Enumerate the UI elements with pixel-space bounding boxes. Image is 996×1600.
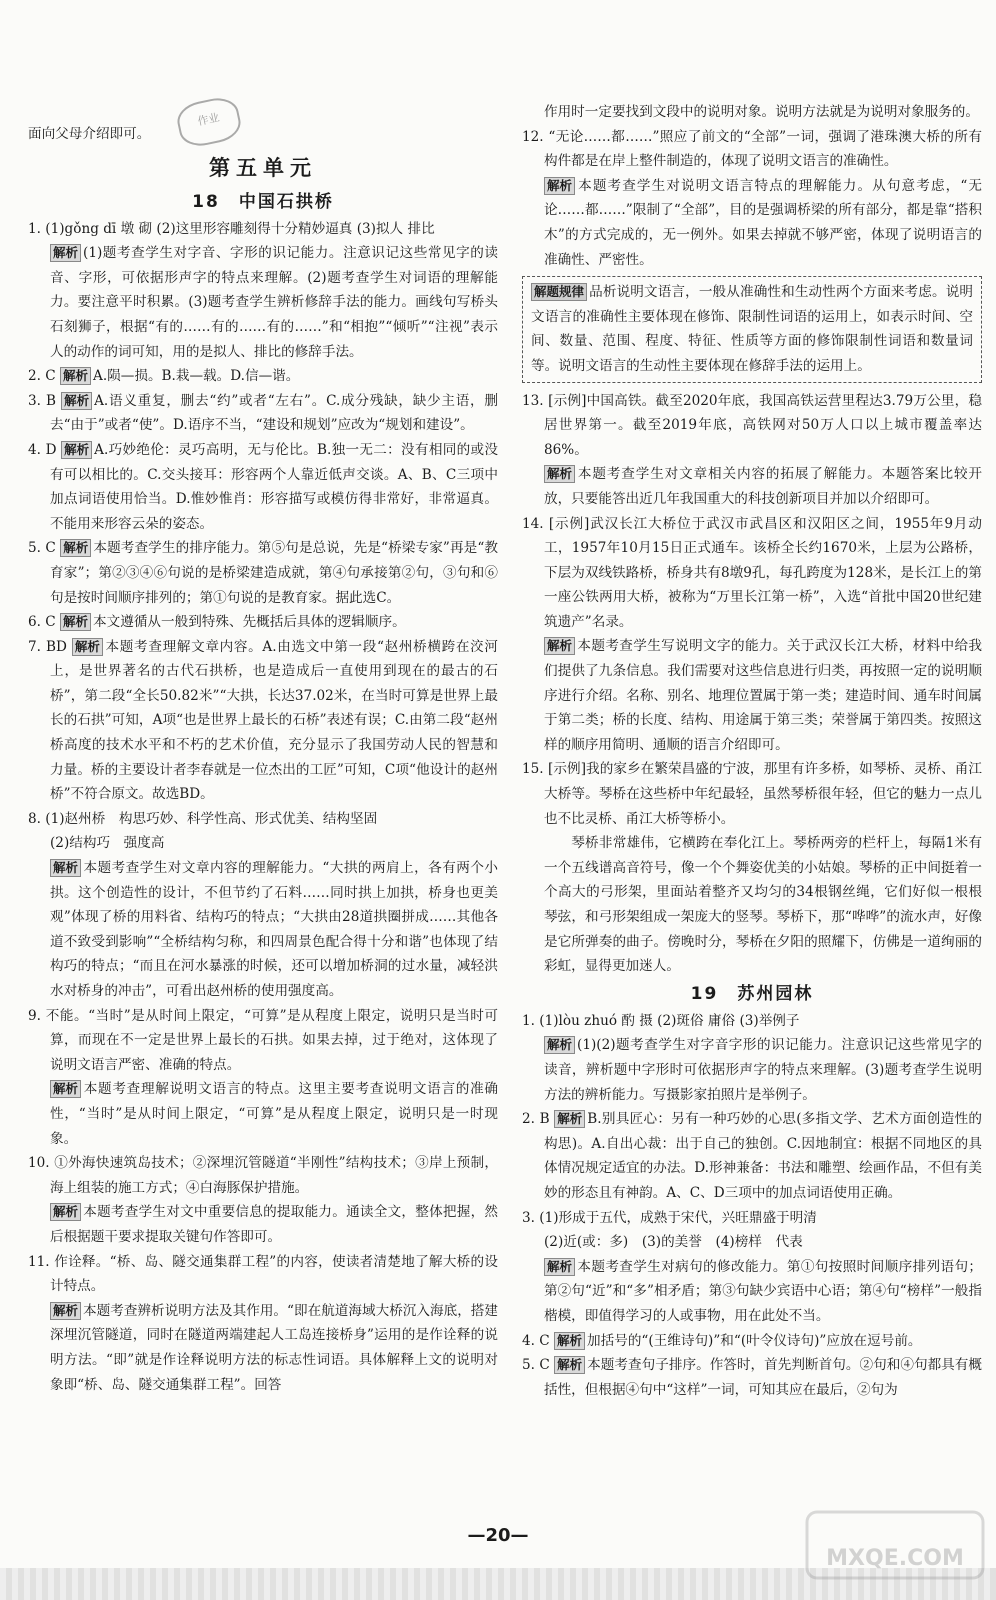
tip-box	[522, 276, 982, 382]
analysis-block	[522, 634, 982, 757]
watermark-text: MXQE.COM	[826, 1546, 964, 1571]
item-number: 5.	[28, 540, 46, 557]
answer-item	[522, 1009, 982, 1034]
analysis-tag: 解析	[544, 637, 575, 655]
analysis-tag: 解析	[50, 1080, 81, 1098]
item-answer: (1)形成于五代，成熟于宋代，兴旺鼎盛于明清	[539, 1209, 817, 1226]
analysis-text: 本题考查句子排序。作答时，首先判断首句。②句和④句都具有概括性，但根据④句中“这样”一词，可知其应在最后，②句为	[544, 1357, 983, 1398]
item-number: 1.	[28, 220, 46, 237]
item-number: 12.	[522, 128, 549, 145]
item-answer: C	[539, 1357, 550, 1374]
left-answer-list	[28, 217, 498, 1398]
answer-item	[522, 512, 982, 635]
item-answer: B	[46, 392, 57, 409]
item-answer: C	[45, 540, 56, 557]
analysis-text: A.巧妙绝伦：灵巧高明，无与伦比。B.独一无二：没有相同的或没有可以相比的。C.交头接耳：形容两个人靠近低声交谈。A、B、C三项中加点词语使用恰当。D.惟妙惟肖：形容描写或模仿得非常好，非常逼真。不能用来形容云朵的姿态。	[50, 441, 498, 532]
right-answer-list	[522, 125, 982, 273]
item-number: 6.	[28, 614, 46, 631]
item-number: 4.	[28, 441, 46, 458]
analysis-block	[522, 1255, 982, 1329]
item-answer: [示例]我的家乡在繁荣昌盛的宁波，那里有许多桥，如琴桥、灵桥、甬江大桥等。琴桥在这些桥中年纪最轻，虽然琴桥很年轻，但它的魅力一点儿也不比灵桥、甬江大桥等桥小。	[544, 761, 982, 827]
answer-item	[28, 635, 498, 807]
analysis-tag: 解析	[554, 1332, 585, 1350]
analysis-tag: 解析	[544, 1258, 575, 1276]
item-number: 1.	[522, 1012, 540, 1029]
analysis-text: B.别具匠心：另有一种巧妙的心思(多指文学、艺术方面创造性的构思)。A.自出心裁：出于自己的独创。C.因地制宜：根据不同地区的具体情况规定适宜的办法。D.形神兼备：书法和雕塑、绘画作品，不但有美妙的形态且有神韵。A、C、D三项中的加点词语使用正确。	[544, 1111, 983, 1201]
item-number: 13.	[522, 392, 549, 409]
analysis-text: 本题考查辨析说明方法及其作用。“即在航道海域大桥沉入海底，搭建深埋沉管隧道，同时在隧道两端建起人工岛连接桥身”运用的是作诠释的说明方法。“即”就是作诠释说明方法的标志性词语。具体解释上文的说明对象即“桥、岛、隧交通集群工程”。回答	[50, 1302, 498, 1393]
item-number: 2.	[28, 368, 46, 385]
analysis-tag: 解析	[554, 1356, 585, 1374]
right-column	[522, 100, 982, 1402]
analysis-tag: 解析	[554, 1110, 585, 1128]
item-answer: [示例]中国高铁。截至2020年底，我国高铁运营里程达3.79万公里，稳居世界第一。截至2019年底，高铁网对50万人口以上城市覆盖率达86%。	[544, 392, 982, 458]
item-number: 10.	[28, 1155, 55, 1172]
analysis-block	[28, 1200, 498, 1249]
analysis-tag: 解析	[50, 859, 81, 877]
answer-item	[28, 1250, 498, 1299]
answer-item	[28, 389, 498, 438]
item-answer: (1)赵州桥 构思巧妙、科学性高、形式优美、结构坚固	[45, 810, 378, 827]
item-answer: 作诠释。“桥、岛、隧交通集群工程”的内容，使读者清楚地了解大桥的设计特点。	[50, 1253, 498, 1295]
analysis-text: (1)(2)题考查学生对字音字形的识记能力。注意识记这些常见字的读音，辨析题中字形时可依据形声字的特点来理解。(3)题考查学生说明方法的辨析能力。写摄影家拍照片是举例子。	[544, 1037, 982, 1103]
item-number: 5.	[522, 1357, 540, 1374]
analysis-block	[28, 1077, 498, 1151]
analysis-tag: 解析	[50, 244, 81, 262]
analysis-block	[522, 1033, 982, 1107]
analysis-text: A.陨—损。B.栽—载。D.信—谐。	[93, 368, 300, 385]
item-number: 8.	[28, 810, 46, 827]
analysis-tag: 解析	[61, 441, 92, 459]
lesson-18-title: 18 中国石拱桥	[192, 191, 334, 212]
item-answer: [示例]武汉长江大桥位于武汉市武昌区和汉阳区之间，1955年9月动工，1957年10月15日正式通车。该桥全长约1670米，上层为公路桥，下层为双线铁路桥，桥身共有8墩9孔，每孔跨度为128米，是长江上的第一座公铁两用大桥，被称为“万里长江第一桥”，入选“首批中国20世纪建筑遗产”名录。	[544, 515, 982, 630]
answer-item	[522, 1353, 982, 1402]
item-number: 3.	[522, 1209, 540, 1226]
answer-item	[522, 1107, 982, 1205]
item-number: 9.	[28, 1007, 46, 1024]
analysis-tag: 解析	[50, 1203, 81, 1221]
answer-item	[522, 389, 982, 463]
answer-item	[522, 1329, 982, 1354]
answer-item	[28, 364, 498, 389]
page-number: —20—	[467, 1525, 529, 1546]
analysis-tag: 解析	[544, 1036, 575, 1054]
analysis-text: 本题考查学生对文章内容的理解能力。“大拱的两肩上，各有两个小拱。这个创造性的设计，不但节约了石料……同时拱上加拱，桥身也更美观”体现了桥的用料省、结构巧的特点；“大拱由28道拱圈拼成……其他各道不致受到影响”“全桥结构匀称，和四周景色配合得十分和谐”也体现了结构巧的特点；“而且在河水暴涨的时候，还可以增加桥洞的过水量，减轻洪水对桥身的冲击”，可看出赵州桥的使用强度高。	[50, 860, 498, 999]
item-answer: C	[45, 614, 56, 631]
watermark-logo	[805, 1510, 985, 1580]
analysis-tag: 解析	[544, 465, 575, 483]
right-answer-list-2	[522, 389, 982, 979]
analysis-text: 加括号的“(王维诗句)”和“(叶令仪诗句)”应放在逗号前。	[587, 1332, 922, 1349]
answer-item	[522, 757, 982, 831]
item-number: 2.	[522, 1111, 540, 1128]
item-answer: (1)lòu zhuó 酌 摄 (2)斑俗 庸俗 (3)举例子	[539, 1012, 800, 1029]
tip-tag: 解题规律	[531, 283, 587, 301]
answer-item	[522, 1206, 982, 1231]
item-number: 3.	[28, 392, 47, 409]
item-number: 14.	[522, 515, 549, 532]
item-answer: B	[539, 1111, 550, 1128]
analysis-text: 本题考查学生写说明文字的能力。关于武汉长江大桥，材料中给我们提供了九条信息。我们需要对这些信息进行归类，再按照一定的说明顺序进行介绍。名称、别名、地理位置属于第一类；建造时间、通车时间属于第二类；桥的长度、结构、用途属于第三类；荣誉属于第四类。按照这样的顺序用简明、通顺的语言介绍即可。	[544, 638, 982, 753]
answer-item	[28, 1151, 498, 1200]
homework-stamp: 作业	[174, 94, 244, 150]
answer-item	[28, 536, 498, 610]
analysis-tag: 解析	[60, 367, 91, 385]
analysis-text: 本题考查学生对病句的修改能力。第①句按照时间顺序排列语句；第②句“近”和“多”相矛盾；第③句缺少宾语中心语；第④句“榜样”一般指楷模，即值得学习的人或事物，用在此处不当。	[544, 1258, 982, 1324]
answer-item	[28, 1004, 498, 1078]
item-number: 7.	[28, 638, 46, 655]
continued-text: 作用时一定要找到文段中的说明对象。说明方法就是为说明对象服务的。	[544, 104, 979, 120]
analysis-text: (1)题考查学生对字音、字形的识记能力。注意识记这些常见字的读音、字形，可依据形声字的特点来理解。(2)题考查学生对词语的理解能力。要注意平时积累。(3)题考查学生辨析修辞手法的能力。画线句写桥头石刻狮子，根据“有的……有的……有的……”和“相抱”“倾听”“注视”表示人的动作的词可知，用的是拟人、排比的修辞手法。	[50, 245, 498, 360]
intro-line: 面向父母介绍即可。	[28, 126, 151, 142]
item-answer: C	[45, 368, 56, 385]
answer-item	[28, 807, 498, 832]
analysis-tag: 解析	[72, 638, 103, 656]
answer-item	[522, 125, 982, 174]
item-answer: D	[45, 441, 57, 458]
answer-item	[28, 438, 498, 536]
analysis-tag: 解析	[544, 177, 575, 195]
analysis-text: 本题考查学生对文中重要信息的提取能力。通读全文，整体把握，然后根据题干要求提取关键句作答即可。	[50, 1204, 498, 1245]
analysis-tag: 解析	[60, 613, 91, 631]
analysis-text: A.语义重复，删去“约”或者“左右”。C.成分残缺，缺少主语，删去“由于”或者“使”。D.语序不当，“建设和规划”应改为“规划和建设”。	[50, 392, 498, 434]
item-sub-answer: (2)结构巧 强度高	[50, 835, 165, 852]
answer-item	[28, 610, 498, 635]
item-answer: BD	[45, 638, 67, 655]
analysis-text: 本题考查理解说明文语言的特点。这里主要考查说明文语言的准确性，“当时”是从时间上限定，“可算”是从程度上限定，说明只是一时现象。	[50, 1081, 498, 1147]
analysis-text: 本题考查学生对说明文语言特点的理解能力。从句意考虑，“无论……都……”限制了“全部”，目的是强调桥梁的所有部分，都是靠“搭积木”的方式完成的，无一例外。如果去掉就不够严密，体现了说明语言的准确性、严密性。	[544, 177, 982, 268]
analysis-tag: 解析	[61, 392, 92, 410]
right-answer-list-3	[522, 1009, 982, 1403]
answer-item	[28, 217, 498, 242]
analysis-block	[28, 856, 498, 1004]
analysis-tag: 解析	[60, 539, 91, 557]
item-answer: (1)gǒng dī 墩 砌 (2)这里形容雕刻得十分精妙逼真 (3)拟人 排比	[45, 220, 435, 237]
unit-title: 第五单元	[209, 155, 317, 180]
item-answer: ①外海快速筑岛技术；②深埋沉管隧道“半刚性”结构技术；③岸上预制，海上组装的施工方式；④白海豚保护措施。	[50, 1155, 498, 1196]
item-number: 4.	[522, 1332, 540, 1349]
analysis-block	[522, 174, 982, 272]
item-number: 11.	[28, 1253, 55, 1270]
analysis-text: 本题考查学生对文章相关内容的拓展了解能力。本题答案比较开放，只要能答出近几年我国重大的科技创新项目并加以介绍即可。	[544, 466, 982, 507]
analysis-block	[522, 462, 982, 511]
left-column	[28, 122, 498, 1397]
item-paragraph: 琴桥非常雄伟，它横跨在奉化江上。琴桥两旁的栏杆上，每隔1米有一个五线谱高音符号，像一个个舞姿优美的小姑娘。琴桥的正中间挺着一个高大的弓形架，里面站着整齐又均匀的34根钢丝绳，它们好似一根根琴弦，和弓形架组成一架庞大的竖琴。琴桥下，那“哗哗”的流水声，好像是它所弹奏的曲子。傍晚时分，琴桥在夕阳的照耀下，仿佛是一道绚丽的彩虹，显得更加迷人。	[544, 835, 982, 975]
item-answer: C	[539, 1332, 550, 1349]
lesson-19-title: 19 苏州园林	[690, 983, 814, 1004]
analysis-text: 本题考查学生的排序能力。第⑤句是总说，先是“桥梁专家”再是“教育家”；第②③④⑥句说的是桥梁建造成就，第④句承接第②句，③句和⑥句是按时间顺序排列的；第①句说的是教育家。据此选C。	[50, 540, 498, 606]
analysis-text: 本文遵循从一般到特殊、先概括后具体的逻辑顺序。	[93, 614, 406, 631]
analysis-block	[28, 241, 498, 364]
analysis-tag: 解析	[50, 1302, 81, 1320]
analysis-text: 本题考查理解文章内容。A.由选文中第一段“赵州桥横跨在洨河上，是世界著名的古代石拱桥，也是造成后一直使用到现在的最古的石桥”，第二段“全长50.82米”“大拱，长达37.02米，在当时可算是世界上最长的石拱”可知，A项“也是世界上最长的石桥”表述有误；C.由第二段“赵州桥高度的技术水平和不朽的艺术价值，充分显示了我国劳动人民的智慧和力量。桥的主要设计者李春就是一位杰出的工匠”可知，C项“他设计的赵州桥”不符合原文。故选BD。	[50, 638, 499, 803]
item-answer: 不能。“当时”是从时间上限定，“可算”是从程度上限定，说明只是当时可算，而现在不一定是世界上最长的石拱。如果去掉，过于绝对，这体现了说明文语言严密、准确的特点。	[45, 1007, 498, 1073]
tip-text: 品析说明文语言，一般从准确性和生动性两个方面来考虑。说明文语言的准确性主要体现在修饰、限制性词语的运用上，如表示时间、空间、数量、范围、程度、特征、性质等方面的修饰限制性词语和数量词等。说明文语言的生动性主要体现在修辞手法的运用上。	[531, 284, 973, 374]
analysis-block	[28, 1299, 498, 1397]
item-sub-answer: (2)近(或：多) (3)的美誉 (4)榜样 代表	[544, 1234, 803, 1251]
item-answer: “无论……都……”照应了前文的“全部”一词，强调了港珠澳大桥的所有构件都是在岸上整件制造的，体现了说明文语言的准确性。	[544, 128, 982, 170]
item-number: 15.	[522, 761, 549, 778]
